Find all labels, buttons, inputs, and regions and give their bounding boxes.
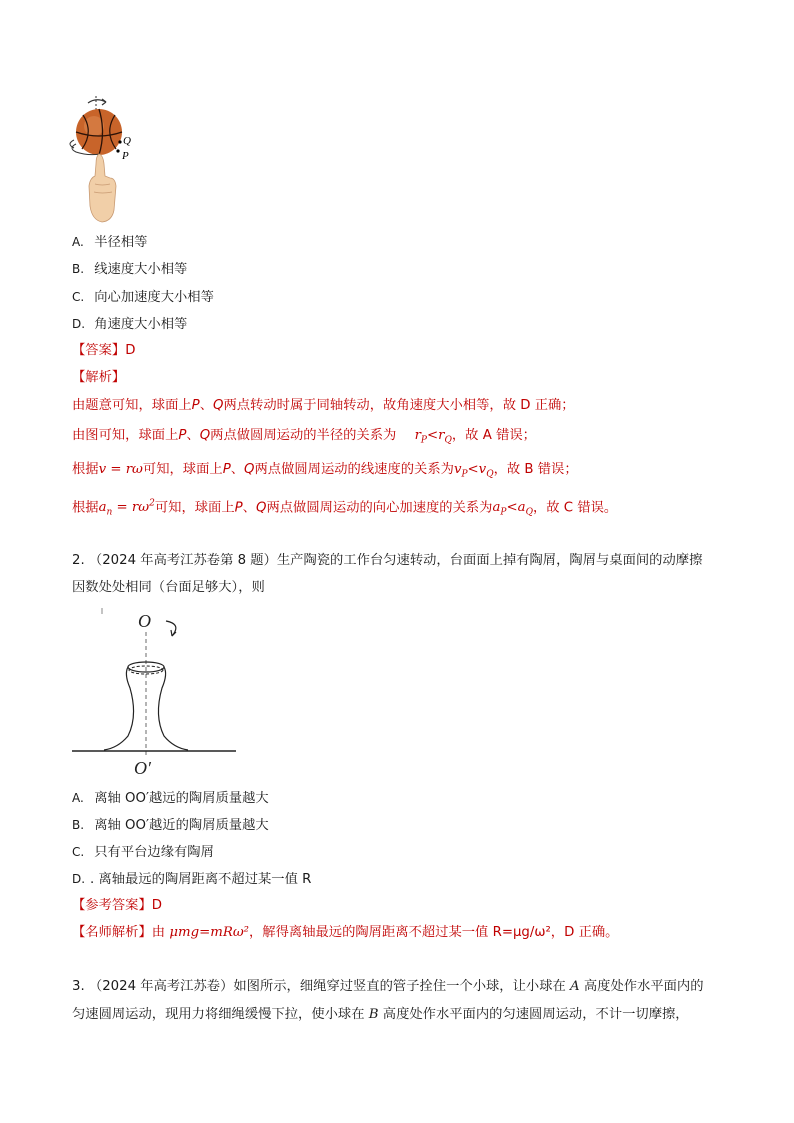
formula-an: $a_n = r\omega^2$ xyxy=(98,499,155,519)
q2-option-a: A. 离轴 OO′越远的陶屑质量越大 xyxy=(72,791,269,806)
q2-stem-line-1: 2. （2024 年高考江苏卷第 8 题）生产陶瓷的工作台匀速转动，台面面上掉有陶屑，陶屑与桌面间的动摩擦 xyxy=(72,553,703,568)
option-key: A. xyxy=(72,235,84,249)
label-q: Q xyxy=(123,135,131,147)
q1-analysis-line-3: 根据v = rω可知，球面上P、Q两点做圆周运动的线速度的关系为$v_P<v_Q$，故 B 错误； xyxy=(72,462,578,480)
q1-analysis-line-1: 由题意可知，球面上P、Q两点转动时属于同轴转动，故角速度大小相等，故 D 正确； xyxy=(72,398,575,413)
basketball-figure xyxy=(66,94,146,226)
q2-option-b: B. 离轴 OO′越近的陶屑质量越大 xyxy=(72,818,269,833)
inequality-a: $a_P<a_Q$ xyxy=(492,500,533,519)
q3-stem-line-1: 3. （2024 年高考江苏卷）如图所示，细绳穿过竖直的管子拴住一个小球，让小球在 A 高度处作水平面内的 xyxy=(72,979,704,994)
answer-label: 【参考答案】 xyxy=(72,898,152,913)
option-text: 线速度大小相等 xyxy=(94,262,188,277)
q2-option-d: D. . 离轴最远的陶屑距离不超过某一值 R xyxy=(72,872,312,887)
q1-option-c xyxy=(72,288,214,307)
q1-option-a xyxy=(72,233,147,252)
question-number: 2. xyxy=(72,553,85,568)
q2-analysis: 【名师解析】由 μmg=mRω²，解得离轴最远的陶屑距离不超过某一值 R=μg/ω²，D 正确。 xyxy=(72,925,619,940)
q1-analysis-line-2: 由图可知，球面上P、Q两点做圆周运动的半径的关系为 $r_P<r_Q$，故 A 错误； xyxy=(72,428,536,446)
option-text: 向心加速度大小相等 xyxy=(94,290,214,305)
q3-stem-line-2: 匀速圆周运动，现用力将细绳缓慢下拉，使小球在 B 高度处作水平面内的匀速圆周运动，不计一切摩擦， xyxy=(72,1007,689,1022)
q2-stem-line-2: 因数处处相同（台面足够大），则 xyxy=(72,580,265,595)
answer-value: D xyxy=(151,898,163,913)
answer-label: 【答案】 xyxy=(72,343,126,358)
axis-label-bottom: O′ xyxy=(134,758,151,778)
axis-label-top: O xyxy=(138,611,151,631)
inequality-r: $r_P<r_Q$ xyxy=(414,428,452,446)
option-text: 角速度大小相等 xyxy=(94,317,188,332)
q1-answer xyxy=(72,342,135,360)
answer-value: D xyxy=(125,343,136,358)
q2-option-c: C. 只有平台边缘有陶屑 xyxy=(72,845,214,860)
q1-analysis-label: 【解析】 xyxy=(72,370,126,385)
option-text: 半径相等 xyxy=(94,235,148,250)
analysis-label: 【名师解析】 xyxy=(72,925,152,940)
option-key: C. xyxy=(72,290,85,304)
q1-option-d xyxy=(72,315,187,334)
label-p: P xyxy=(122,150,129,162)
option-key: B. xyxy=(72,262,85,276)
formula-v: v = rω xyxy=(98,462,143,477)
q1-analysis-line-4: 根据$a_n = r\omega^2$可知，球面上P、Q两点做圆周运动的向心加速度的关系为$a_P<a_Q$，故 C 错误。 xyxy=(72,499,618,519)
inequality-v: $v_P<v_Q$ xyxy=(453,462,494,480)
q1-option-b xyxy=(72,260,187,279)
q2-answer xyxy=(72,897,162,915)
formula-friction: μmg=mRω² xyxy=(169,925,250,940)
question-number: 3. xyxy=(72,979,85,994)
option-key: D. xyxy=(72,317,86,331)
turntable-figure xyxy=(72,606,240,782)
